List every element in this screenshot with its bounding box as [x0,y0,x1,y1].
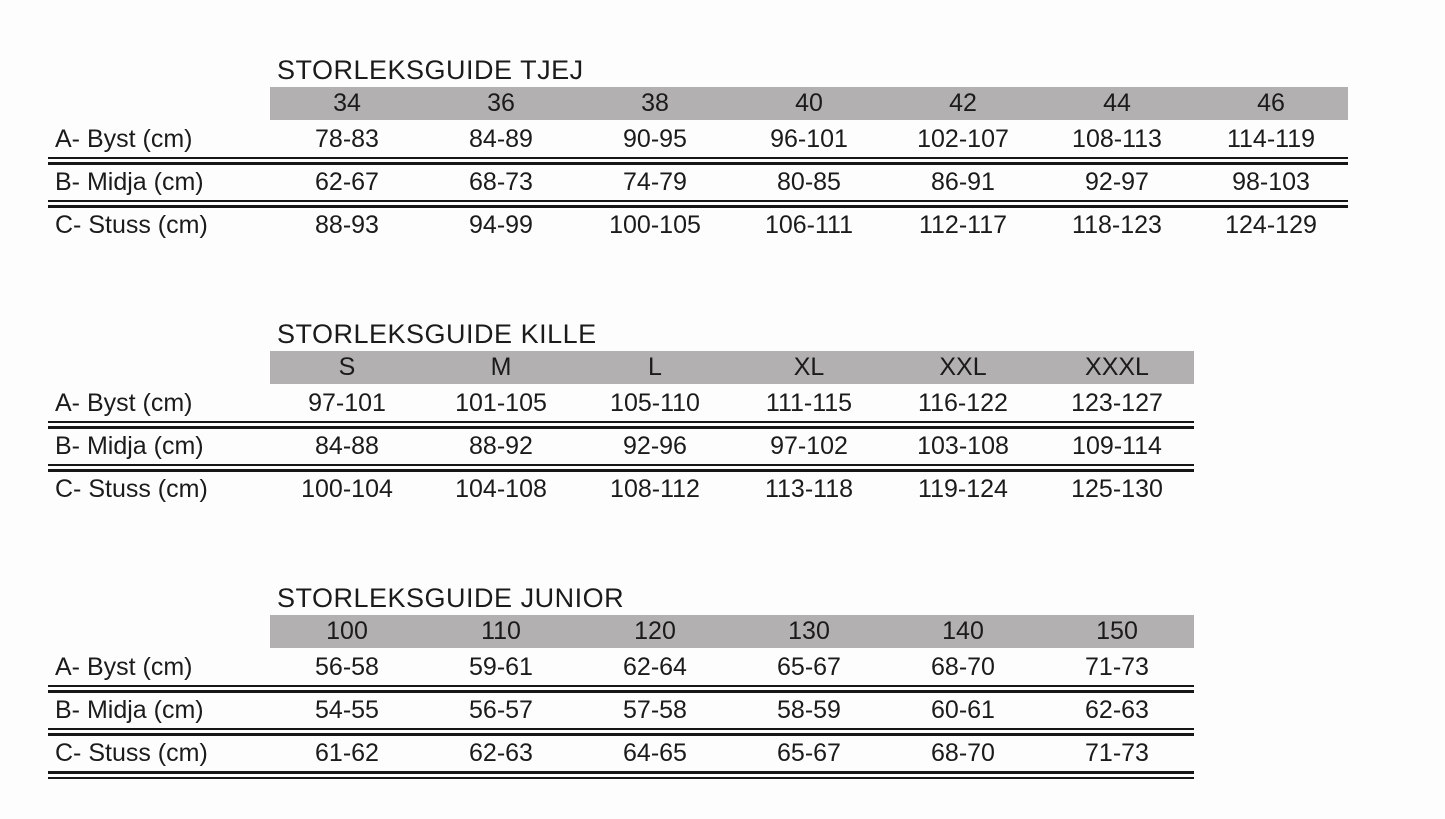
size-header-row [270,87,1348,120]
measurement-value: 100-105 [609,211,701,239]
measurement-value: 62-64 [623,653,687,681]
size-header-cell: 46 [1257,89,1285,117]
measurement-value: 90-95 [623,125,687,153]
measurement-value: 84-88 [315,432,379,460]
measurement-value: 78-83 [315,125,379,153]
measurement-value: 68-70 [931,653,995,681]
size-guide-junior [48,583,1194,779]
measurement-row [48,386,1194,421]
size-guide-kille [48,319,1194,507]
size-header-cell: M [490,353,512,381]
measurement-value: 103-108 [917,432,1009,460]
measurement-value: 109-114 [1072,432,1162,460]
size-header-cell: 150 [1096,617,1138,645]
measurement-value: 96-101 [770,125,848,153]
size-header-cell: 120 [634,617,676,645]
size-header-cell: XXXL [1085,353,1149,381]
measurement-label: A- Byst (cm) [55,389,193,417]
measurement-value: 100-104 [301,475,393,503]
measurement-value: 57-58 [623,696,687,724]
guide-title: STORLEKSGUIDE TJEJ [277,55,584,85]
measurement-row [48,122,1348,157]
measurement-label: A- Byst (cm) [55,653,193,681]
measurement-value: 86-91 [931,168,995,196]
row-divider [48,200,1348,208]
measurement-value: 104-108 [455,475,547,503]
measurement-value: 62-63 [1085,696,1149,724]
guide-title: STORLEKSGUIDE JUNIOR [277,583,625,613]
size-header-cell: L [648,353,662,381]
size-header-row [270,351,1194,384]
measurement-label: B- Midja (cm) [55,432,204,460]
measurement-row [48,736,1194,771]
measurement-value: 94-99 [469,211,533,239]
row-divider [48,685,1194,693]
measurement-value: 71-73 [1085,739,1149,767]
measurement-value: 68-73 [469,168,533,196]
measurement-value: 71-73 [1085,653,1149,681]
measurement-row [48,472,1194,507]
measurement-value: 106-111 [764,211,854,239]
size-header-cell: 100 [326,617,368,645]
measurement-value: 62-67 [315,168,379,196]
measurement-value: 118-123 [1072,211,1162,239]
measurement-value: 108-113 [1072,125,1162,153]
measurement-value: 61-62 [315,739,379,767]
row-divider [48,421,1194,429]
guide-title: STORLEKSGUIDE KILLE [277,319,597,349]
measurement-value: 102-107 [917,125,1009,153]
size-header-cell: S [338,353,356,381]
size-header-cell: 40 [795,89,823,117]
size-header-cell: XXL [939,353,987,381]
measurement-value: 97-101 [308,389,386,417]
measurement-value: 54-55 [315,696,379,724]
size-header-cell: 34 [333,89,361,117]
size-header-cell: 38 [641,89,669,117]
measurement-value: 112-117 [918,211,1008,239]
size-header-cell: 110 [481,617,521,645]
measurement-value: 59-61 [469,653,533,681]
row-divider [48,728,1194,736]
size-header-cell: 36 [487,89,515,117]
measurement-row [48,693,1194,728]
size-header-cell: 130 [788,617,830,645]
measurement-value: 111-115 [765,389,853,417]
measurement-value: 119-124 [918,475,1008,503]
measurement-row [48,208,1348,243]
measurement-value: 116-122 [918,389,1008,417]
measurement-label: A- Byst (cm) [55,125,193,153]
size-header-cell: XL [793,353,825,381]
measurement-label: C- Stuss (cm) [55,475,208,503]
measurement-value: 56-58 [315,653,379,681]
measurement-value: 56-57 [469,696,533,724]
measurement-value: 60-61 [931,696,995,724]
measurement-value: 113-118 [764,475,854,503]
measurement-value: 68-70 [931,739,995,767]
measurement-value: 97-102 [770,432,848,460]
size-guide-tjej [48,55,1348,243]
measurement-value: 125-130 [1071,475,1163,503]
size-header-row [270,615,1194,648]
measurement-row [48,429,1194,464]
row-divider [48,771,1194,779]
measurement-value: 101-105 [455,389,547,417]
measurement-value: 92-97 [1085,168,1149,196]
measurement-label: B- Midja (cm) [55,168,204,196]
measurement-value: 92-96 [623,432,687,460]
measurement-value: 74-79 [623,168,687,196]
measurement-value: 108-112 [610,475,700,503]
measurement-value: 65-67 [777,653,841,681]
measurement-label: B- Midja (cm) [55,696,204,724]
measurement-row [48,165,1348,200]
measurement-row [48,650,1194,685]
measurement-value: 98-103 [1232,168,1310,196]
measurement-label: C- Stuss (cm) [55,211,208,239]
measurement-value: 84-89 [469,125,533,153]
measurement-value: 58-59 [777,696,841,724]
measurement-value: 123-127 [1071,389,1163,417]
row-divider [48,157,1348,165]
measurement-value: 88-92 [469,432,533,460]
size-header-cell: 42 [949,89,977,117]
measurement-value: 105-110 [610,389,700,417]
size-header-cell: 44 [1103,89,1131,117]
measurement-value: 64-65 [623,739,687,767]
measurement-value: 124-129 [1225,211,1317,239]
measurement-value: 88-93 [315,211,379,239]
measurement-value: 65-67 [777,739,841,767]
measurement-value: 114-119 [1226,125,1316,153]
row-divider [48,464,1194,472]
measurement-value: 80-85 [777,168,841,196]
measurement-value: 62-63 [469,739,533,767]
size-header-cell: 140 [942,617,984,645]
measurement-label: C- Stuss (cm) [55,739,208,767]
